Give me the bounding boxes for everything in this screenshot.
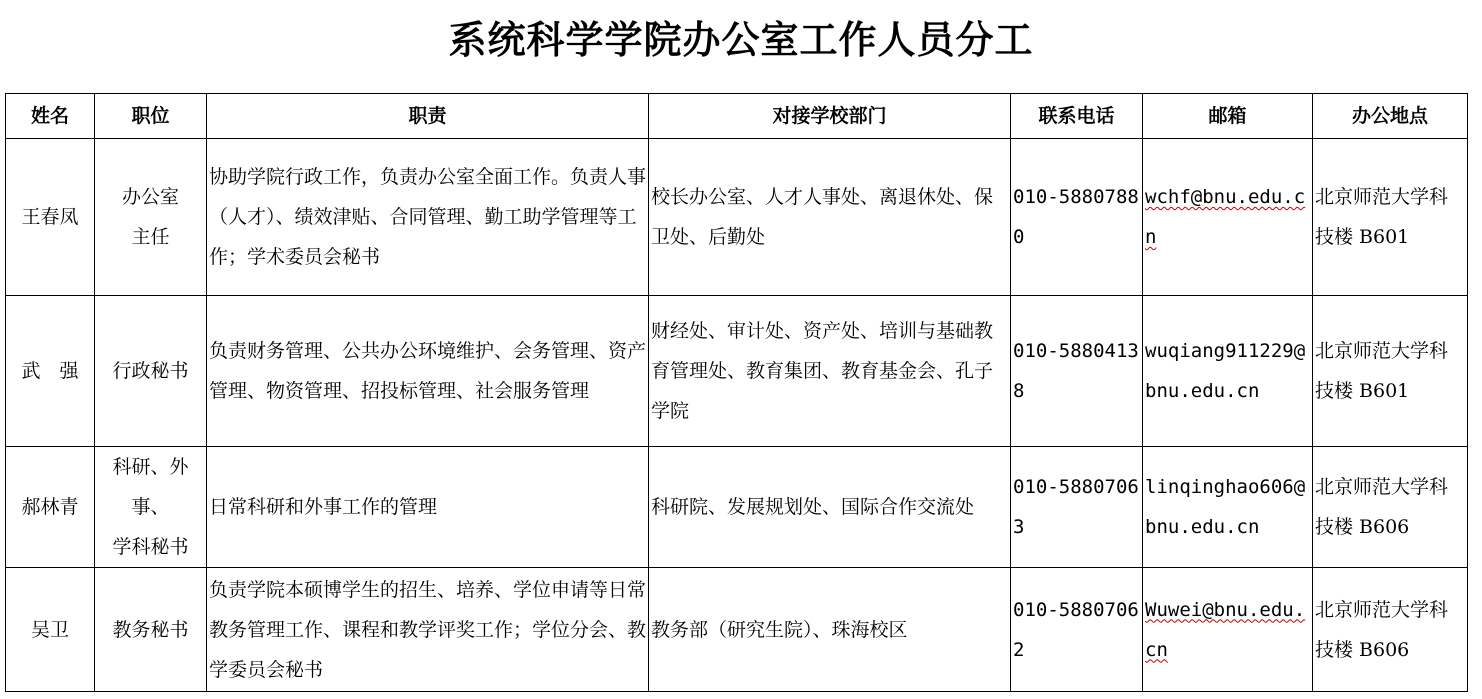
page-title: 系统科学学院办公室工作人员分工	[448, 17, 1034, 62]
header-duties: 职责	[207, 94, 649, 139]
table-header-row	[6, 94, 1468, 139]
cell-duties: 负责财务管理、公共办公环境维护、会务管理、资产管理、物资管理、招投标管理、社会服务管理	[207, 296, 649, 447]
cell-duties: 日常科研和外事工作的管理	[207, 447, 649, 568]
cell-position: 教务秘书	[95, 568, 207, 692]
staff-table	[5, 93, 1468, 692]
cell-duties: 负责学院本硕博学生的招生、培养、学位申请等日常教务管理工作、课程和教学评奖工作；学位分会、教学委员会秘书	[207, 568, 649, 692]
cell-location: 北京师范大学科技楼 B601	[1313, 296, 1468, 447]
cell-email[interactable]	[1143, 139, 1313, 296]
cell-departments: 财经处、审计处、资产处、培训与基础教育管理处、教育集团、教育基金会、孔子学院	[649, 296, 1011, 447]
header-position: 职位	[95, 94, 207, 139]
header-email: 邮箱	[1143, 94, 1313, 139]
table-row	[6, 296, 1468, 447]
cell-position: 办公室 主任	[95, 139, 207, 296]
header-name: 姓名	[6, 94, 95, 139]
header-departments: 对接学校部门	[649, 94, 1011, 139]
cell-email[interactable]	[1143, 296, 1313, 447]
cell-email[interactable]	[1143, 568, 1313, 692]
cell-departments: 教务部（研究生院）、珠海校区	[649, 568, 1011, 692]
table-row	[6, 568, 1468, 692]
cell-position: 科研、外事、 学科秘书	[95, 447, 207, 568]
cell-name: 武 强	[6, 296, 95, 447]
header-location: 办公地点	[1313, 94, 1468, 139]
cell-location: 北京师范大学科技楼 B606	[1313, 568, 1468, 692]
cell-location: 北京师范大学科技楼 B606	[1313, 447, 1468, 568]
cell-name: 王春凤	[6, 139, 95, 296]
table-row	[6, 139, 1468, 296]
email-link[interactable]: wchf@bnu.edu.cn	[1145, 186, 1306, 248]
cell-location: 北京师范大学科技楼 B601	[1313, 139, 1468, 296]
cell-phone: 010-58804138	[1011, 296, 1143, 447]
cell-phone: 010-58807063	[1011, 447, 1143, 568]
cell-name: 郝林青	[6, 447, 95, 568]
cell-position: 行政秘书	[95, 296, 207, 447]
header-phone: 联系电话	[1011, 94, 1143, 139]
cell-phone: 010-58807062	[1011, 568, 1143, 692]
email-link[interactable]: wuqiang911229@bnu.edu.cn	[1145, 340, 1306, 402]
cell-departments: 校长办公室、人才人事处、离退休处、保卫处、后勤处	[649, 139, 1011, 296]
email-link[interactable]: Wuwei@bnu.edu.cn	[1145, 598, 1306, 661]
table-row	[6, 447, 1468, 568]
cell-email[interactable]	[1143, 447, 1313, 568]
email-link[interactable]: linqinghao606@bnu.edu.cn	[1145, 476, 1306, 538]
cell-name: 吴卫	[6, 568, 95, 692]
cell-duties: 协助学院行政工作，负责办公室全面工作。负责人事（人才）、绩效津贴、合同管理、勤工助学管理等工作；学术委员会秘书	[207, 139, 649, 296]
cell-phone: 010-58807880	[1011, 139, 1143, 296]
cell-departments: 科研院、发展规划处、国际合作交流处	[649, 447, 1011, 568]
